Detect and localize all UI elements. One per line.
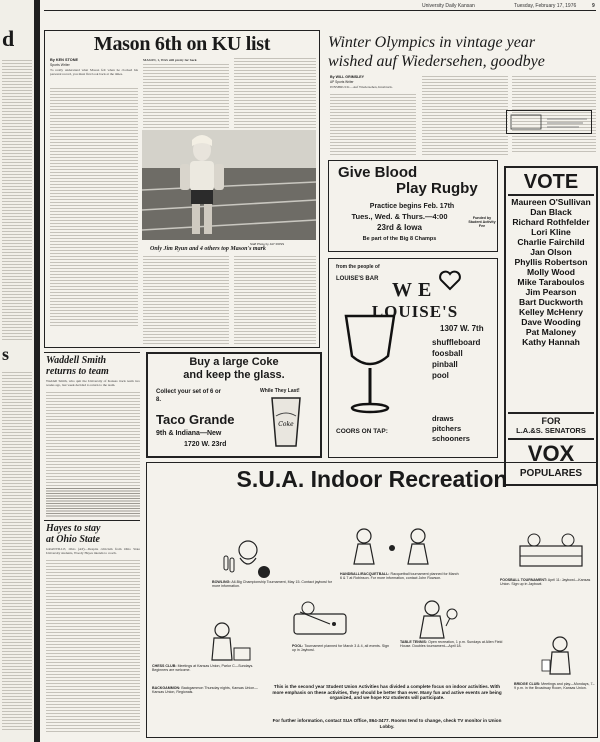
rugby-funded: Funded by Student Activity Fee <box>468 216 496 228</box>
louises-from: from the people of <box>336 264 380 270</box>
newspaper-page <box>40 0 600 742</box>
candidate-name: Pat Maloney <box>525 327 577 337</box>
louises-coors: COORS ON TAP: <box>336 428 388 435</box>
photo-caption: Only Jim Ryun and 4 others top Mason's mark <box>150 246 266 252</box>
hayes-dateline: GRANVILLE, Ohio (AP)—Despite criticism from Ohio State University students, Woody Hayes intends to coach. <box>46 547 140 556</box>
mason-lede: To really understand what Mason felt when he clocked his personal record, you must first look back at the times. <box>50 68 138 77</box>
mason-byline: By KEN STONE <box>50 58 78 62</box>
vote-candidate-list <box>506 197 596 347</box>
waddell-lede: Waddell Smith, who quit the University of Kansas track team two weeks ago, last week decided to return to the team. <box>46 379 140 388</box>
louises-address: 1307 W. 7th <box>440 324 484 333</box>
rugby-line1: Give Blood <box>338 164 418 181</box>
louises-drink: schooners <box>432 434 470 443</box>
louises-drink: draws <box>432 414 454 423</box>
svg-text:Coke: Coke <box>278 421 294 428</box>
rugby-days: Tues., Wed. & Thurs.—4:00 <box>351 212 448 221</box>
coke-while: While They Last! <box>260 388 300 394</box>
coke-line1: Buy a large Coke <box>189 356 279 368</box>
sua-title: S.U.A. Indoor Recreation <box>236 466 508 492</box>
photo-credit: Staff Photo by JAY ROSS <box>250 242 285 246</box>
sua-item-name: HANDBALL/RACQUETBALL: <box>340 572 390 576</box>
previous-page-edge <box>0 0 34 742</box>
results-table <box>46 488 140 518</box>
sua-item-chess <box>152 664 262 673</box>
edge-fragment-mid: s <box>2 344 10 364</box>
pool-icon <box>290 600 350 640</box>
sua-item-backgammon <box>152 686 262 695</box>
sua-footer: This is the second year Student Union Activities has divided a complete focus on indoor activities. With more emphasis on these activities, they should be better than ever. Many fun and active events are being organized, and we hope KU students will participate. <box>272 684 502 701</box>
edge-fragment-top: d <box>2 26 15 51</box>
sua-item-text: April 11: Jaybowl—Kansas Union. Sign up in Jaybowl. <box>500 578 591 587</box>
sua-item-table-tennis <box>400 640 506 649</box>
runner-photo-art <box>142 130 316 240</box>
coke-brand: Taco Grande <box>156 412 235 427</box>
louises-game: shuffleboard <box>432 338 481 347</box>
sua-item-name: CHESS CLUB: <box>152 664 177 668</box>
sua-item-name: BOWLING: <box>212 580 231 584</box>
handball-icon <box>340 526 444 570</box>
mason-mid-snippet: MASON, 1, WAS still pretty far back <box>143 58 197 62</box>
candidate-name: Jim Pearson <box>525 287 577 297</box>
olympics-headline-1: Winter Olympics in vintage year <box>328 34 536 51</box>
waddell-headline-2: returns to team <box>46 366 109 377</box>
louises-game: pool <box>432 371 449 380</box>
sua-item-name: POOL: <box>292 644 304 648</box>
rugby-practice: Practice begins Feb. 17th <box>369 203 455 210</box>
sua-item-handball <box>340 572 460 581</box>
candidate-name: Maureen O'Sullivan <box>511 197 591 207</box>
louises-drink: pitchers <box>432 424 462 433</box>
page-number: 9 <box>592 3 595 9</box>
mason-headline: Mason 6th on KU list <box>93 33 271 55</box>
sua-item-text: All-Big Championship Tournament, May 15. Contact jaybowl for more information. <box>212 580 332 589</box>
sua-item-name: FOOSBALL TOURNAMENT: <box>500 578 547 582</box>
coke-addr2: 1720 W. 23rd <box>184 441 227 448</box>
olympics-byline-role: AP Sports Writer <box>330 80 354 84</box>
sua-item-text: Backgammon Thursday nights, Kansas Union—Kansas Union, Regionals. <box>152 686 258 695</box>
olympics-headline-2: wished auf Wiedersehen, goodbye <box>328 53 545 70</box>
olympics-byline: By WILL GRIMSLEY <box>330 75 365 79</box>
rugby-part: Be part of the Big 8 Champs <box>362 236 437 242</box>
louises-game: foosball <box>432 349 463 358</box>
issue-date: Tuesday, February 17, 1976 <box>514 3 577 9</box>
bowling-icon <box>216 536 280 580</box>
candidate-name: Phyllis Robertson <box>514 257 588 267</box>
sua-item-text: Open recreation, 1 p.m. Sundays at Allen Field House. Doubles tournament—April 18. <box>400 640 503 649</box>
rugby-place: 23rd & Iowa <box>377 223 422 232</box>
sua-item-bowling <box>212 580 332 589</box>
candidate-name: Kathy Hannah <box>522 337 580 347</box>
louises-name: LOUISE'S <box>371 302 459 321</box>
sua-item-text: Meetings and play—Mondays, 7–9 p.m. in the Broadway Room, Kansas Union. <box>514 682 595 691</box>
sua-item-foosball <box>500 578 594 587</box>
candidate-name: Dan Black <box>530 207 572 217</box>
louises-game: pinball <box>432 360 458 369</box>
candidate-name: Richard Rothfelder <box>512 217 590 227</box>
coke-collect: Collect your set of 6 or 8. <box>156 389 222 403</box>
sua-item-name: BRIDGE CLUB: <box>514 682 541 686</box>
candidate-name: Mike Taraboulos <box>517 277 585 287</box>
sua-item-bridge <box>514 682 596 691</box>
paper-name: University Daily Kansan <box>422 3 475 9</box>
vote-vox: VOX <box>527 441 575 466</box>
louises-bar: LOUISE'S BAR <box>336 276 379 282</box>
foosball-icon <box>514 530 588 574</box>
sua-contact: For further information, contact SUA Office, 864-3477. Rooms tend to change, check TV monitor in Union Lobby. <box>272 718 502 729</box>
coke-addr1: 9th & Indiana—New <box>156 430 222 437</box>
mason-byline-role: Sports Writer <box>50 63 70 67</box>
olympics-dateline: INNSBRUCK—Auf Wiedersehen, Innsbruck. <box>330 85 393 89</box>
sua-item-text: Meetings at Kansas Union, Parlor C—Sundays. Beginners are welcome. <box>152 664 254 673</box>
heart-icon <box>438 268 462 292</box>
candidate-name: Molly Wood <box>526 267 576 277</box>
candidate-name: Bart Duckworth <box>519 297 583 307</box>
candidate-name: Charlie Fairchild <box>517 237 585 247</box>
rugby-line2: Play Rugby <box>396 180 478 197</box>
louises-games <box>432 337 480 381</box>
louises-drinks <box>432 414 470 444</box>
candidate-name: Kelley McHenry <box>518 307 583 317</box>
vote-title: VOTE <box>523 171 579 193</box>
coke-glass-icon <box>268 396 304 448</box>
chess-icon <box>204 620 254 664</box>
sua-item-text: Racquetball tournament planned for March 6 & 7 at Robinson. For more information, contact John Rowson. <box>340 572 459 581</box>
sua-item-name: TABLE TENNIS: <box>400 640 428 644</box>
hayes-headline-1: Hayes to stay <box>46 523 101 534</box>
sua-item-text: Tournament planned for March 3 & 4, all events. Sign up in Jaybowl. <box>292 644 390 653</box>
bridge-icon <box>540 634 580 678</box>
coke-line2: and keep the glass. <box>183 369 285 381</box>
vote-populares: POPULARES <box>519 468 583 479</box>
table-tennis-icon <box>402 598 462 642</box>
runner-photo <box>142 130 316 240</box>
candidate-name: Lori Kline <box>531 227 571 237</box>
sua-item-name: BACKGAMMON: <box>152 686 181 690</box>
vote-for: FOR <box>541 416 561 426</box>
candidate-name: Jan Olson <box>530 247 572 257</box>
sua-item-pool <box>292 644 392 653</box>
candidate-name: Dave Wooding <box>521 317 581 327</box>
small-logo-box <box>506 110 592 134</box>
vote-for-line2: L.A.&S. SENATORS <box>516 426 586 435</box>
hayes-headline-2: at Ohio State <box>46 534 100 545</box>
goblet-icon <box>340 312 400 422</box>
louises-we: WE <box>392 279 438 301</box>
waddell-headline-1: Waddell Smith <box>46 355 107 366</box>
